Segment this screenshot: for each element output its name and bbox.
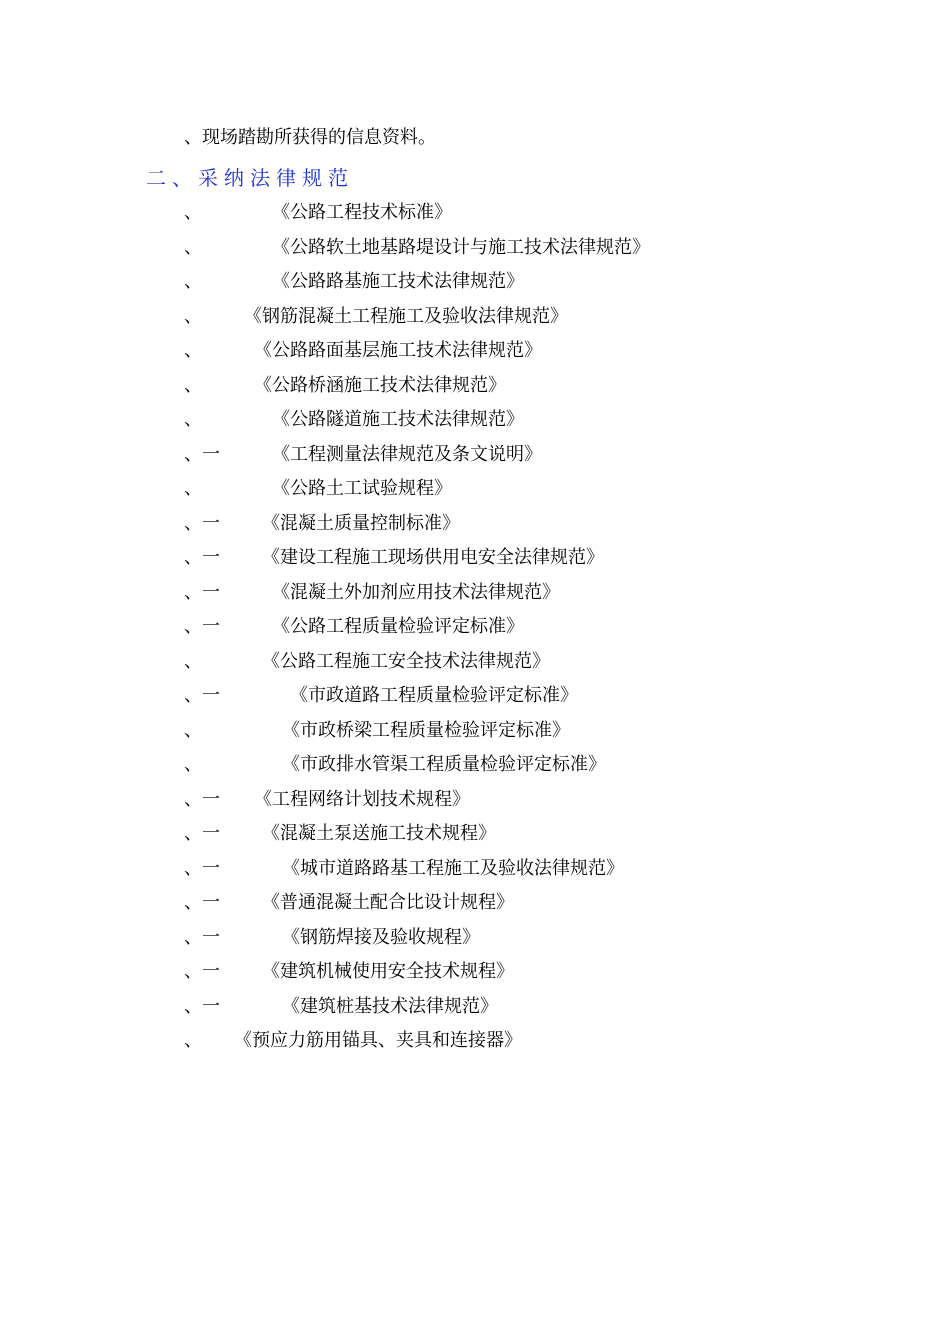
- norm-title: 《建筑机械使用安全技术规程》: [262, 961, 514, 982]
- norm-title: 《工程测量法律规范及条文说明》: [272, 443, 542, 465]
- norm-title: 《公路工程施工安全技术法律规范》: [262, 650, 550, 672]
- norm-title: 《公路软土地基路堤设计与施工技术法律规范》: [272, 236, 650, 258]
- norm-item: [0, 200, 950, 235]
- norm-item: [0, 959, 950, 994]
- norm-title: 《预应力筋用锚具、夹具和连接器》: [234, 1030, 522, 1051]
- norm-marker: 、: [184, 305, 202, 327]
- norm-item: [0, 821, 950, 856]
- norm-marker: 、一: [184, 685, 220, 706]
- norm-title: 《工程网络计划技术规程》: [254, 788, 470, 810]
- norm-item: [0, 1028, 950, 1063]
- norm-marker: 、: [184, 719, 202, 741]
- norm-title: 《公路土工试验规程》: [272, 478, 452, 499]
- norm-item: [0, 890, 950, 925]
- norm-item: [0, 545, 950, 580]
- norm-item: [0, 338, 950, 373]
- norm-title: 《市政道路工程质量检验评定标准》: [290, 685, 578, 706]
- norm-title: 《钢筋混凝土工程施工及验收法律规范》: [244, 305, 568, 327]
- norm-title: 《公路工程技术标准》: [272, 202, 452, 223]
- norm-marker: 、: [184, 374, 202, 396]
- norm-marker: 、: [184, 409, 202, 430]
- norm-marker: 、一: [184, 616, 220, 637]
- norm-marker: 、一: [184, 547, 220, 568]
- norm-item: [0, 787, 950, 822]
- norm-marker: 、: [184, 271, 202, 292]
- intro-text: 、现场踏勘所获得的信息资料。: [184, 127, 436, 148]
- section-heading: 二、采纳法律规范: [146, 166, 354, 190]
- norm-marker: 、一: [184, 788, 220, 810]
- norm-title: 《钢筋焊接及验收规程》: [282, 926, 480, 948]
- norm-title: 《混凝土外加剂应用技术法律规范》: [272, 581, 560, 603]
- norm-marker: 、一: [184, 443, 220, 465]
- norm-item: [0, 649, 950, 684]
- norm-marker: 、一: [184, 892, 220, 913]
- norm-marker: 、一: [184, 857, 220, 879]
- norm-marker: 、一: [184, 823, 220, 844]
- norm-marker: 、: [184, 478, 202, 499]
- norm-title: 《混凝土质量控制标准》: [262, 512, 460, 534]
- norm-item: [0, 718, 950, 753]
- norm-item: [0, 235, 950, 270]
- norm-item: [0, 856, 950, 891]
- norm-title: 《市政桥梁工程质量检验评定标准》: [282, 719, 570, 741]
- norm-marker: 、一: [184, 995, 220, 1017]
- norm-item: [0, 269, 950, 304]
- norm-marker: 、: [184, 236, 202, 258]
- norm-item: [0, 683, 950, 718]
- norm-marker: 、一: [184, 512, 220, 534]
- norm-title: 《混凝土泵送施工技术规程》: [262, 823, 496, 844]
- norm-item: [0, 614, 950, 649]
- norm-marker: 、: [184, 202, 202, 223]
- norm-item: [0, 580, 950, 615]
- norm-item: [0, 442, 950, 477]
- norm-title: 《公路路基施工技术法律规范》: [272, 271, 524, 292]
- norm-title: 《建设工程施工现场供用电安全法律规范》: [262, 547, 604, 568]
- norm-title: 《城市道路路基工程施工及验收法律规范》: [282, 857, 624, 879]
- norm-item: [0, 304, 950, 339]
- norm-item: [0, 511, 950, 546]
- norm-item: [0, 752, 950, 787]
- norm-marker: 、一: [184, 961, 220, 982]
- norm-title: 《公路路面基层施工技术法律规范》: [254, 340, 542, 361]
- norm-title: 《公路工程质量检验评定标准》: [272, 616, 524, 637]
- norm-item: [0, 373, 950, 408]
- norm-marker: 、: [184, 1030, 202, 1051]
- norm-marker: 、: [184, 340, 202, 361]
- norm-marker: 、: [184, 650, 202, 672]
- norm-item: [0, 925, 950, 960]
- norm-item: [0, 994, 950, 1029]
- norm-title: 《市政排水管渠工程质量检验评定标准》: [282, 754, 606, 775]
- norm-item: [0, 407, 950, 442]
- norm-title: 《公路桥涵施工技术法律规范》: [254, 374, 506, 396]
- norm-title: 《公路隧道施工技术法律规范》: [272, 409, 524, 430]
- norm-list: [0, 200, 950, 1063]
- norm-marker: 、一: [184, 926, 220, 948]
- norm-marker: 、一: [184, 581, 220, 603]
- norm-marker: 、: [184, 754, 202, 775]
- norm-title: 《普通混凝土配合比设计规程》: [262, 892, 514, 913]
- norm-item: [0, 476, 950, 511]
- norm-title: 《建筑桩基技术法律规范》: [282, 995, 498, 1017]
